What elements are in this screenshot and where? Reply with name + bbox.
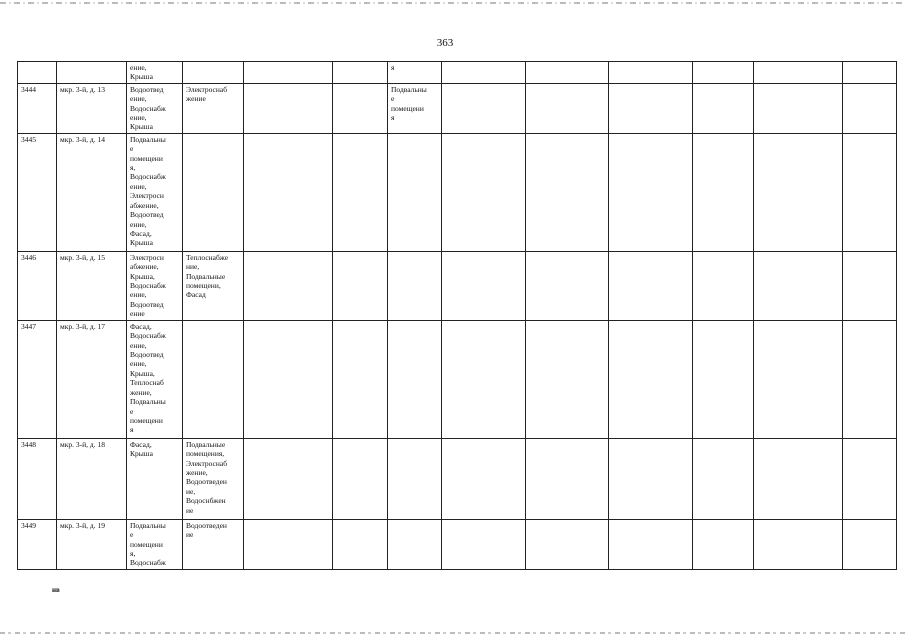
table-cell: 3448 <box>18 438 57 519</box>
table-cell: мкр. 3-й, д. 13 <box>57 83 127 133</box>
table-cell <box>244 251 333 320</box>
table-cell <box>693 519 754 569</box>
table-cell <box>526 320 609 438</box>
table-cell <box>333 438 388 519</box>
table-cell <box>609 320 693 438</box>
table-cell <box>526 251 609 320</box>
table-row <box>18 83 897 133</box>
table-row <box>18 320 897 438</box>
table-cell <box>442 62 526 84</box>
table-cell <box>843 133 897 251</box>
table-cell <box>388 519 442 569</box>
table-cell <box>843 519 897 569</box>
table-cell: мкр. 3-й, д. 18 <box>57 438 127 519</box>
table-cell <box>843 320 897 438</box>
table-cell: Фасад, Крыша <box>127 438 183 519</box>
table-cell: мкр. 3-й, д. 17 <box>57 320 127 438</box>
table-cell <box>442 251 526 320</box>
table-cell: 3444 <box>18 83 57 133</box>
table-cell: я <box>388 62 442 84</box>
table-cell: мкр. 3-й, д. 14 <box>57 133 127 251</box>
scan-edge-top <box>0 2 905 4</box>
table-cell <box>754 251 843 320</box>
table-cell: Подвальны е помещени я, Водоснабж ение, Электросн абжение, Водоотвед ение, Фасад, Крыша <box>127 133 183 251</box>
table-cell <box>754 83 843 133</box>
table-cell <box>609 133 693 251</box>
table-cell <box>388 320 442 438</box>
table-cell <box>333 251 388 320</box>
table-cell: Подвальные помещения, Электроснаб жение, Водоотведен ие, Водоснбжен ие <box>183 438 244 519</box>
table-cell <box>526 83 609 133</box>
table-cell <box>183 62 244 84</box>
table-cell: Подвальны е помещени я <box>388 83 442 133</box>
table-cell <box>18 62 57 84</box>
table-row <box>18 251 897 320</box>
table-cell <box>442 133 526 251</box>
table-cell <box>442 320 526 438</box>
table-cell <box>57 62 127 84</box>
table-cell <box>244 320 333 438</box>
table-cell <box>244 83 333 133</box>
table-row <box>18 133 897 251</box>
table-row <box>18 519 897 569</box>
table-cell <box>754 133 843 251</box>
table-cell <box>754 438 843 519</box>
table-cell <box>693 62 754 84</box>
table-cell <box>843 438 897 519</box>
table-cell <box>244 519 333 569</box>
table-cell <box>843 251 897 320</box>
table-cell <box>693 438 754 519</box>
table-row <box>18 438 897 519</box>
table-cell <box>843 62 897 84</box>
table-cell: 3445 <box>18 133 57 251</box>
table-cell: 3449 <box>18 519 57 569</box>
table-cell <box>333 83 388 133</box>
table-cell <box>609 62 693 84</box>
table-cell <box>693 251 754 320</box>
table-cell <box>244 62 333 84</box>
table-cell <box>388 251 442 320</box>
table-cell <box>442 519 526 569</box>
table-cell <box>244 438 333 519</box>
table-cell <box>754 62 843 84</box>
table-cell: Электроснаб жение <box>183 83 244 133</box>
table-cell <box>754 320 843 438</box>
table-cell: Водоотведен ие <box>183 519 244 569</box>
table-cell: Электросн абжение, Крыша, Водоснабж ение, Водоотвед ение <box>127 251 183 320</box>
table-cell: Водоотвед ение, Водоснабж ение, Крыша <box>127 83 183 133</box>
table-cell <box>693 133 754 251</box>
scan-edge-bottom <box>0 632 905 634</box>
table-cell <box>388 438 442 519</box>
table-cell <box>442 438 526 519</box>
table-cell: мкр. 3-й, д. 19 <box>57 519 127 569</box>
table-cell: Теплоснабже ние, Подвальные помещени, Фасад <box>183 251 244 320</box>
table-cell: Фасад, Водоснабж ение, Водоотвед ение, Крыша, Теплоснаб жение, Подвальны е помещени я <box>127 320 183 438</box>
table-cell <box>609 519 693 569</box>
data-table <box>17 61 897 570</box>
table-cell <box>183 133 244 251</box>
table-cell: ение, Крыша <box>127 62 183 84</box>
table-cell <box>526 62 609 84</box>
footer-mark: нв <box>52 586 60 594</box>
table-cell <box>388 133 442 251</box>
table-cell: 3447 <box>18 320 57 438</box>
table-cell <box>526 133 609 251</box>
table-cell <box>693 320 754 438</box>
table-cell <box>333 133 388 251</box>
page-number: 363 <box>436 37 454 49</box>
table-cell: 3446 <box>18 251 57 320</box>
table-cell <box>609 438 693 519</box>
table-cell <box>333 519 388 569</box>
table-cell <box>183 320 244 438</box>
table-cell <box>754 519 843 569</box>
table-cell <box>333 62 388 84</box>
table-cell: Подвальны е помещени я, Водоснабж <box>127 519 183 569</box>
table-cell <box>609 83 693 133</box>
table-cell: мкр. 3-й, д. 15 <box>57 251 127 320</box>
table-cell <box>442 83 526 133</box>
table-cell <box>526 519 609 569</box>
table-row <box>18 62 897 84</box>
table-cell <box>244 133 333 251</box>
table-cell <box>693 83 754 133</box>
table-cell <box>333 320 388 438</box>
table-cell <box>526 438 609 519</box>
table-cell <box>843 83 897 133</box>
table-cell <box>609 251 693 320</box>
